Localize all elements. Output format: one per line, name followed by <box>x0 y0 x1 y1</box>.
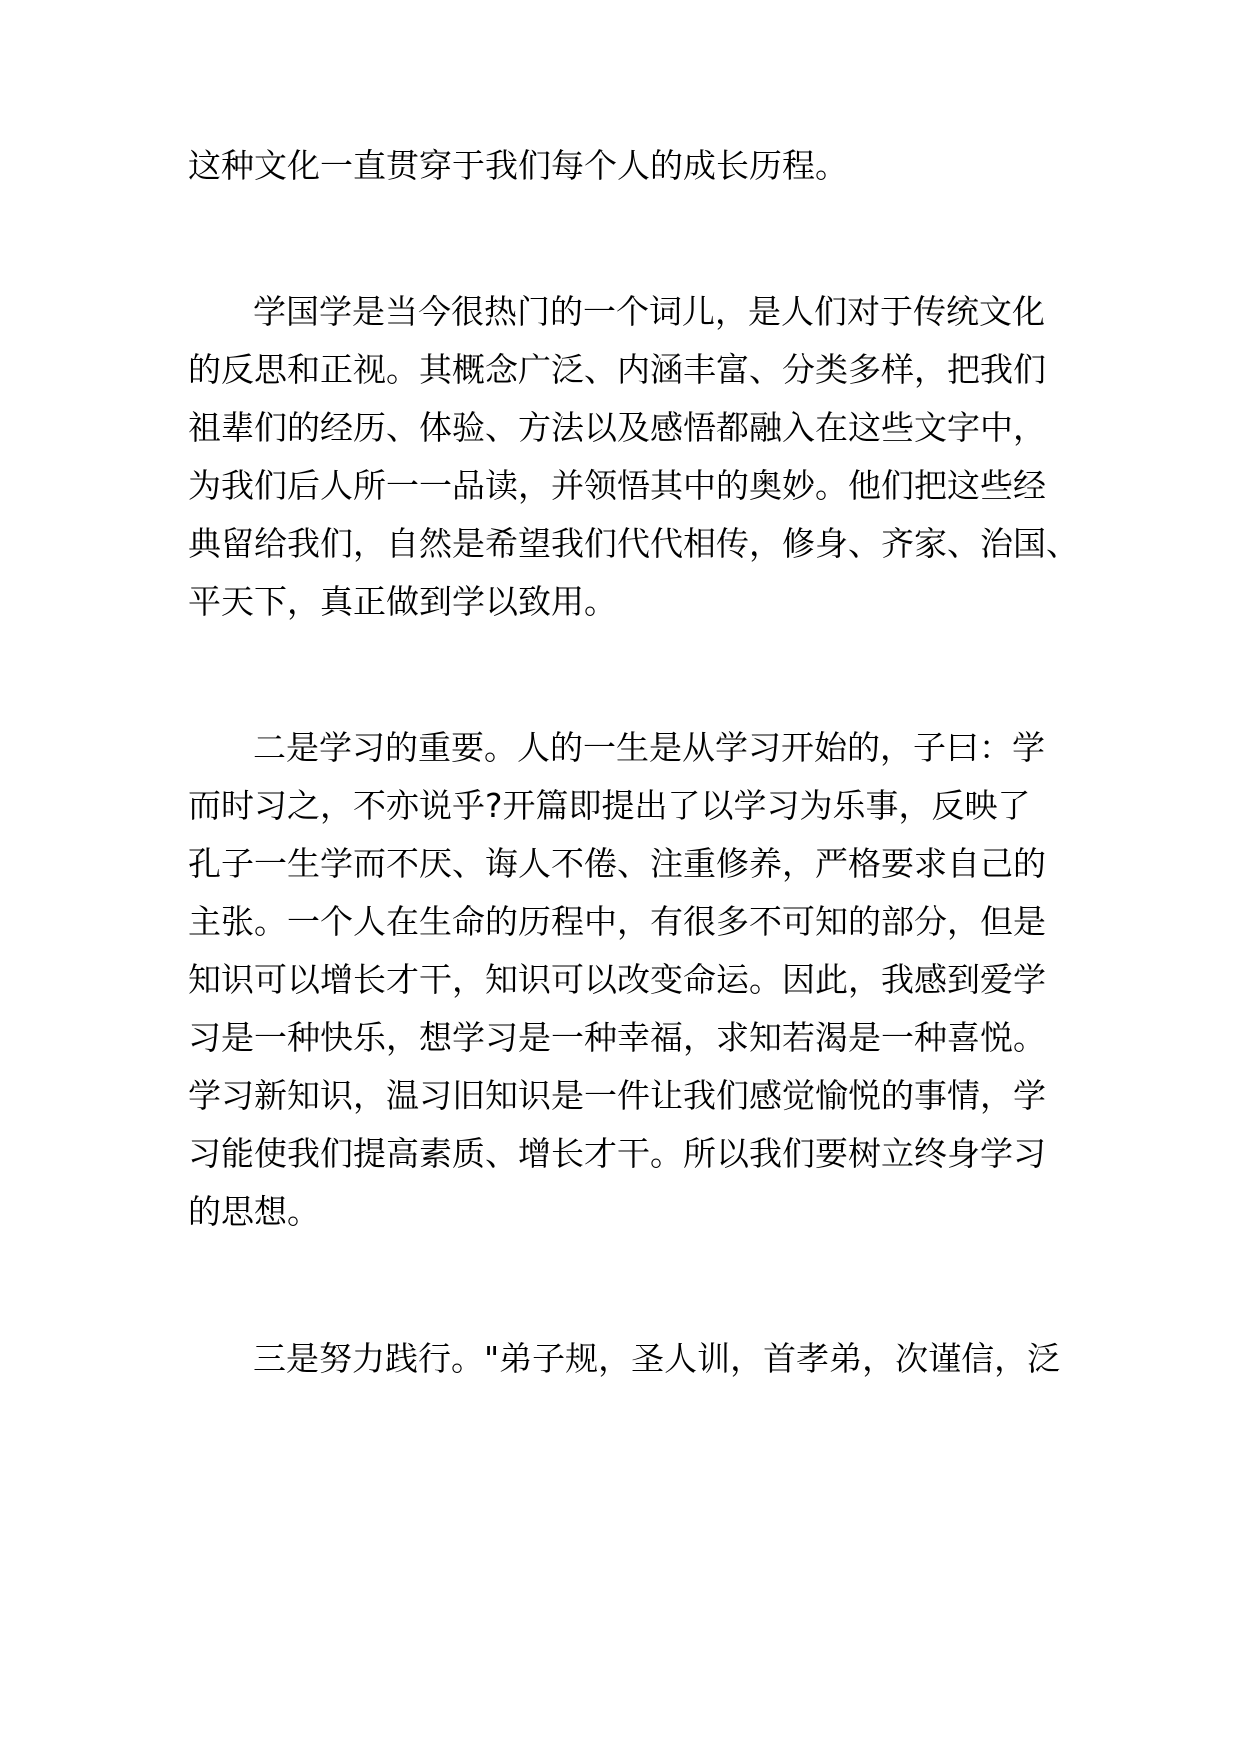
paragraph-line: 这种文化一直贯穿于我们每个人的成长历程。 <box>188 146 848 185</box>
paragraph-line: 习是一种快乐，想学习是一种幸福，求知若渴是一种喜悦。 <box>188 1018 1046 1057</box>
paragraph-line: 三是努力践行。"弟子规，圣人训，首孝弟，次谨信，泛 <box>253 1339 1061 1378</box>
paragraph-line: 为我们后人所一一品读，并领悟其中的奥妙。他们把这些经 <box>188 466 1046 505</box>
paragraph-line: 的反思和正视。其概念广泛、内涵丰富、分类多样，把我们 <box>188 350 1046 389</box>
paragraph-line: 而时习之，不亦说乎?开篇即提出了以学习为乐事，反映了 <box>188 786 1031 825</box>
paragraph-line: 二是学习的重要。人的一生是从学习开始的，子曰：学 <box>253 728 1045 767</box>
paragraph-line: 学国学是当今很热门的一个词儿，是人们对于传统文化 <box>253 292 1045 331</box>
paragraph-line: 典留给我们，自然是希望我们代代相传，修身、齐家、治国、 <box>188 524 1079 563</box>
paragraph-line: 习能使我们提高素质、增长才干。所以我们要树立终身学习 <box>188 1134 1046 1173</box>
paragraph-line: 学习新知识，温习旧知识是一件让我们感觉愉悦的事情，学 <box>188 1076 1046 1115</box>
paragraph-line: 主张。一个人在生命的历程中，有很多不可知的部分，但是 <box>188 902 1046 941</box>
paragraph-line: 的思想。 <box>188 1192 320 1231</box>
paragraph-line: 知识可以增长才干，知识可以改变命运。因此，我感到爱学 <box>188 960 1046 999</box>
paragraph-line: 平天下，真正做到学以致用。 <box>188 582 617 621</box>
paragraph-line: 祖辈们的经历、体验、方法以及感悟都融入在这些文字中， <box>188 408 1046 447</box>
paragraph-line: 孔子一生学而不厌、诲人不倦、注重修养，严格要求自己的 <box>188 844 1046 883</box>
